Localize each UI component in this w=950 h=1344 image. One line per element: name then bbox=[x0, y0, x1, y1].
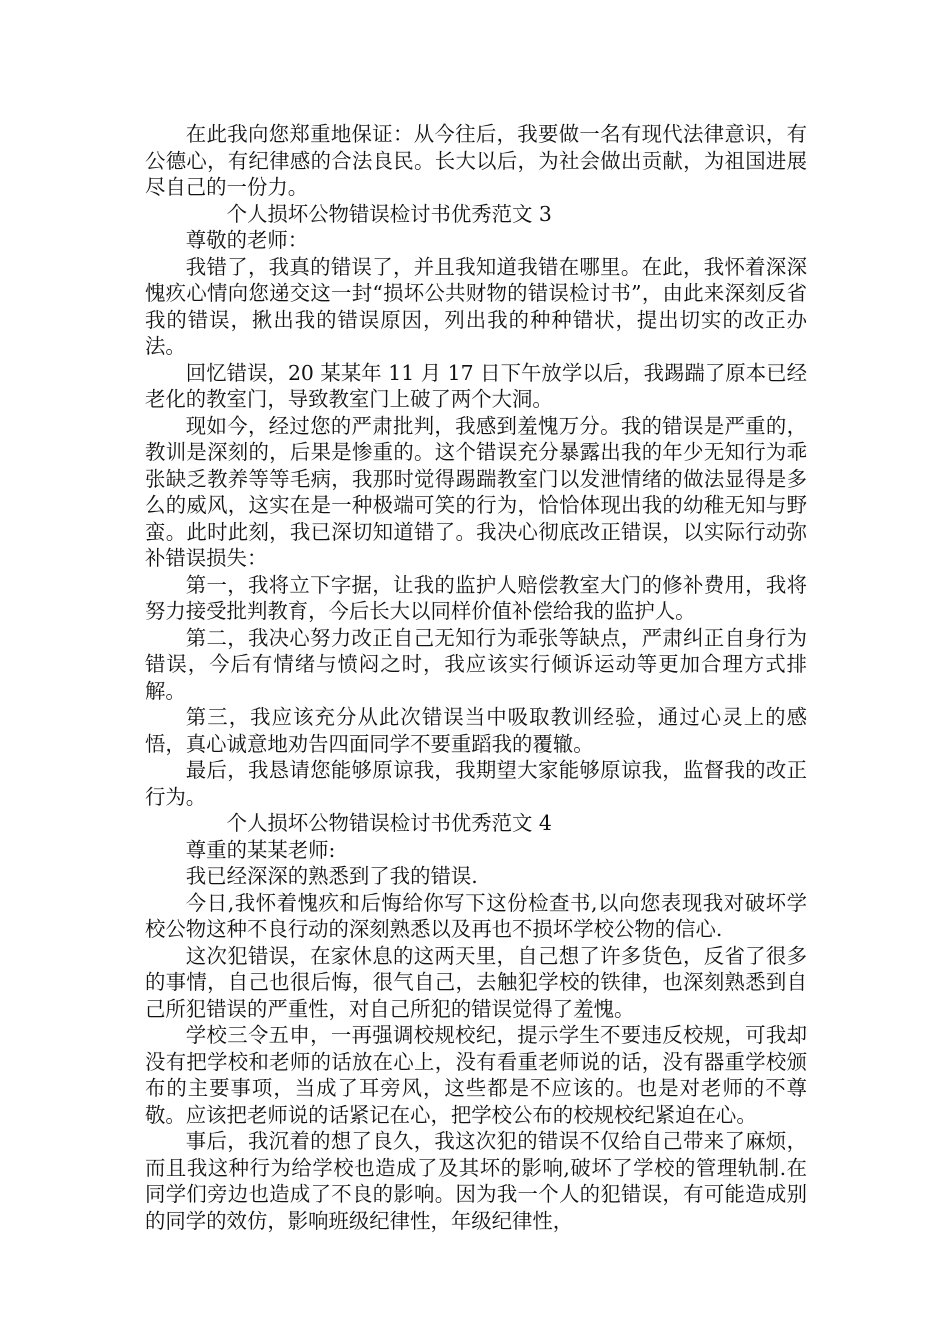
paragraph: 今日,我怀着愧疚和后悔给你写下这份检查书,以向您表现我对破坏学校公物这种不良行动的深刻熟悉以及再也不损坏学校公物的信心. bbox=[145, 890, 807, 941]
section-heading: 个人损坏公物错误检讨书优秀范文 3 bbox=[226, 201, 552, 226]
salutation: 尊敬的老师： bbox=[185, 228, 309, 252]
paragraph: 回忆错误，20 某某年 11 月 17 日下午放学以后，我踢踹了原本已经老化的教室门，导致教室门上破了两个大洞。 bbox=[145, 360, 807, 411]
paragraph: 第二，我决心努力改正自己无知行为乖张等缺点，严肃纠正自身行为错误，今后有情绪与愤闷之时，我应该实行倾诉运动等更加合理方式排解。 bbox=[145, 625, 807, 703]
document-page bbox=[145, 121, 807, 1234]
paragraph: 我错了，我真的错误了，并且我知道我错在哪里。在此，我怀着深深愧疚心情向您递交这一封“损坏公共财物的错误检讨书”，由此来深刻反省我的错误，揪出我的错误原因，列出我的种种错状，提出切实的改正办法。 bbox=[145, 254, 807, 358]
paragraph: 我已经深深的熟悉到了我的错误. bbox=[185, 864, 478, 888]
paragraph: 最后，我恳请您能够原谅我，我期望大家能够原谅我，监督我的改正行为。 bbox=[145, 758, 807, 809]
paragraph: 在此我向您郑重地保证：从今往后，我要做一名有现代法律意识，有公德心，有纪律感的合法良民。长大以后，为社会做出贡献，为祖国进展尽自己的一份力。 bbox=[145, 122, 807, 199]
paragraph: 学校三令五申，一再强调校规校纪，提示学生不要违反校规，可我却没有把学校和老师的话放在心上，没有看重老师说的话，没有器重学校颁布的主要事项，当成了耳旁风，这些都是不应该的。也是对老师的不尊敬。应该把老师说的话紧记在心，把学校公布的校规校纪紧迫在心。 bbox=[145, 1023, 807, 1127]
salutation: 尊重的某某老师: bbox=[185, 837, 336, 862]
paragraph: 事后，我沉着的想了良久，我这次犯的错误不仅给自己带来了麻烦，而且我这种行为给学校也造成了及其坏的影响,破坏了学校的管理轨制.在同学们旁边也造成了不良的影响。因为我一个人的犯错误，有可能造成别的同学的效仿，影响班级纪律性，年级纪律性， bbox=[145, 1129, 807, 1233]
paragraph: 第一，我将立下字据，让我的监护人赔偿教室大门的修补费用，我将努力接受批判教育，今后长大以同样价值补偿给我的监护人。 bbox=[145, 572, 807, 623]
paragraph: 现如今，经过您的严肃批判，我感到羞愧万分。我的错误是严重的，教训是深刻的，后果是惨重的。这个错误充分暴露出我的年少无知行为乖张缺乏教养等等毛病，我那时觉得踢踹教室门以发泄情绪的做法显得是多么的威风，这实在是一种极端可笑的行为，恰恰体现出我的幼稚无知与野蛮。此时此刻，我已深切知道错了。我决心彻底改正错误，以实际行动弥补错误损失： bbox=[145, 413, 807, 570]
section-heading: 个人损坏公物错误检讨书优秀范文 4 bbox=[226, 811, 552, 835]
paragraph: 这次犯错误，在家休息的这两天里，自己想了许多货色，反省了很多的事情，自己也很后悔，很气自己，去触犯学校的铁律，也深刻熟悉到自己所犯错误的严重性，对自己所犯的错误觉得了羞愧。 bbox=[145, 943, 807, 1021]
paragraph: 第三，我应该充分从此次错误当中吸取教训经验，通过心灵上的感悟，真心诚意地劝告四面同学不要重蹈我的覆辙。 bbox=[145, 705, 807, 756]
